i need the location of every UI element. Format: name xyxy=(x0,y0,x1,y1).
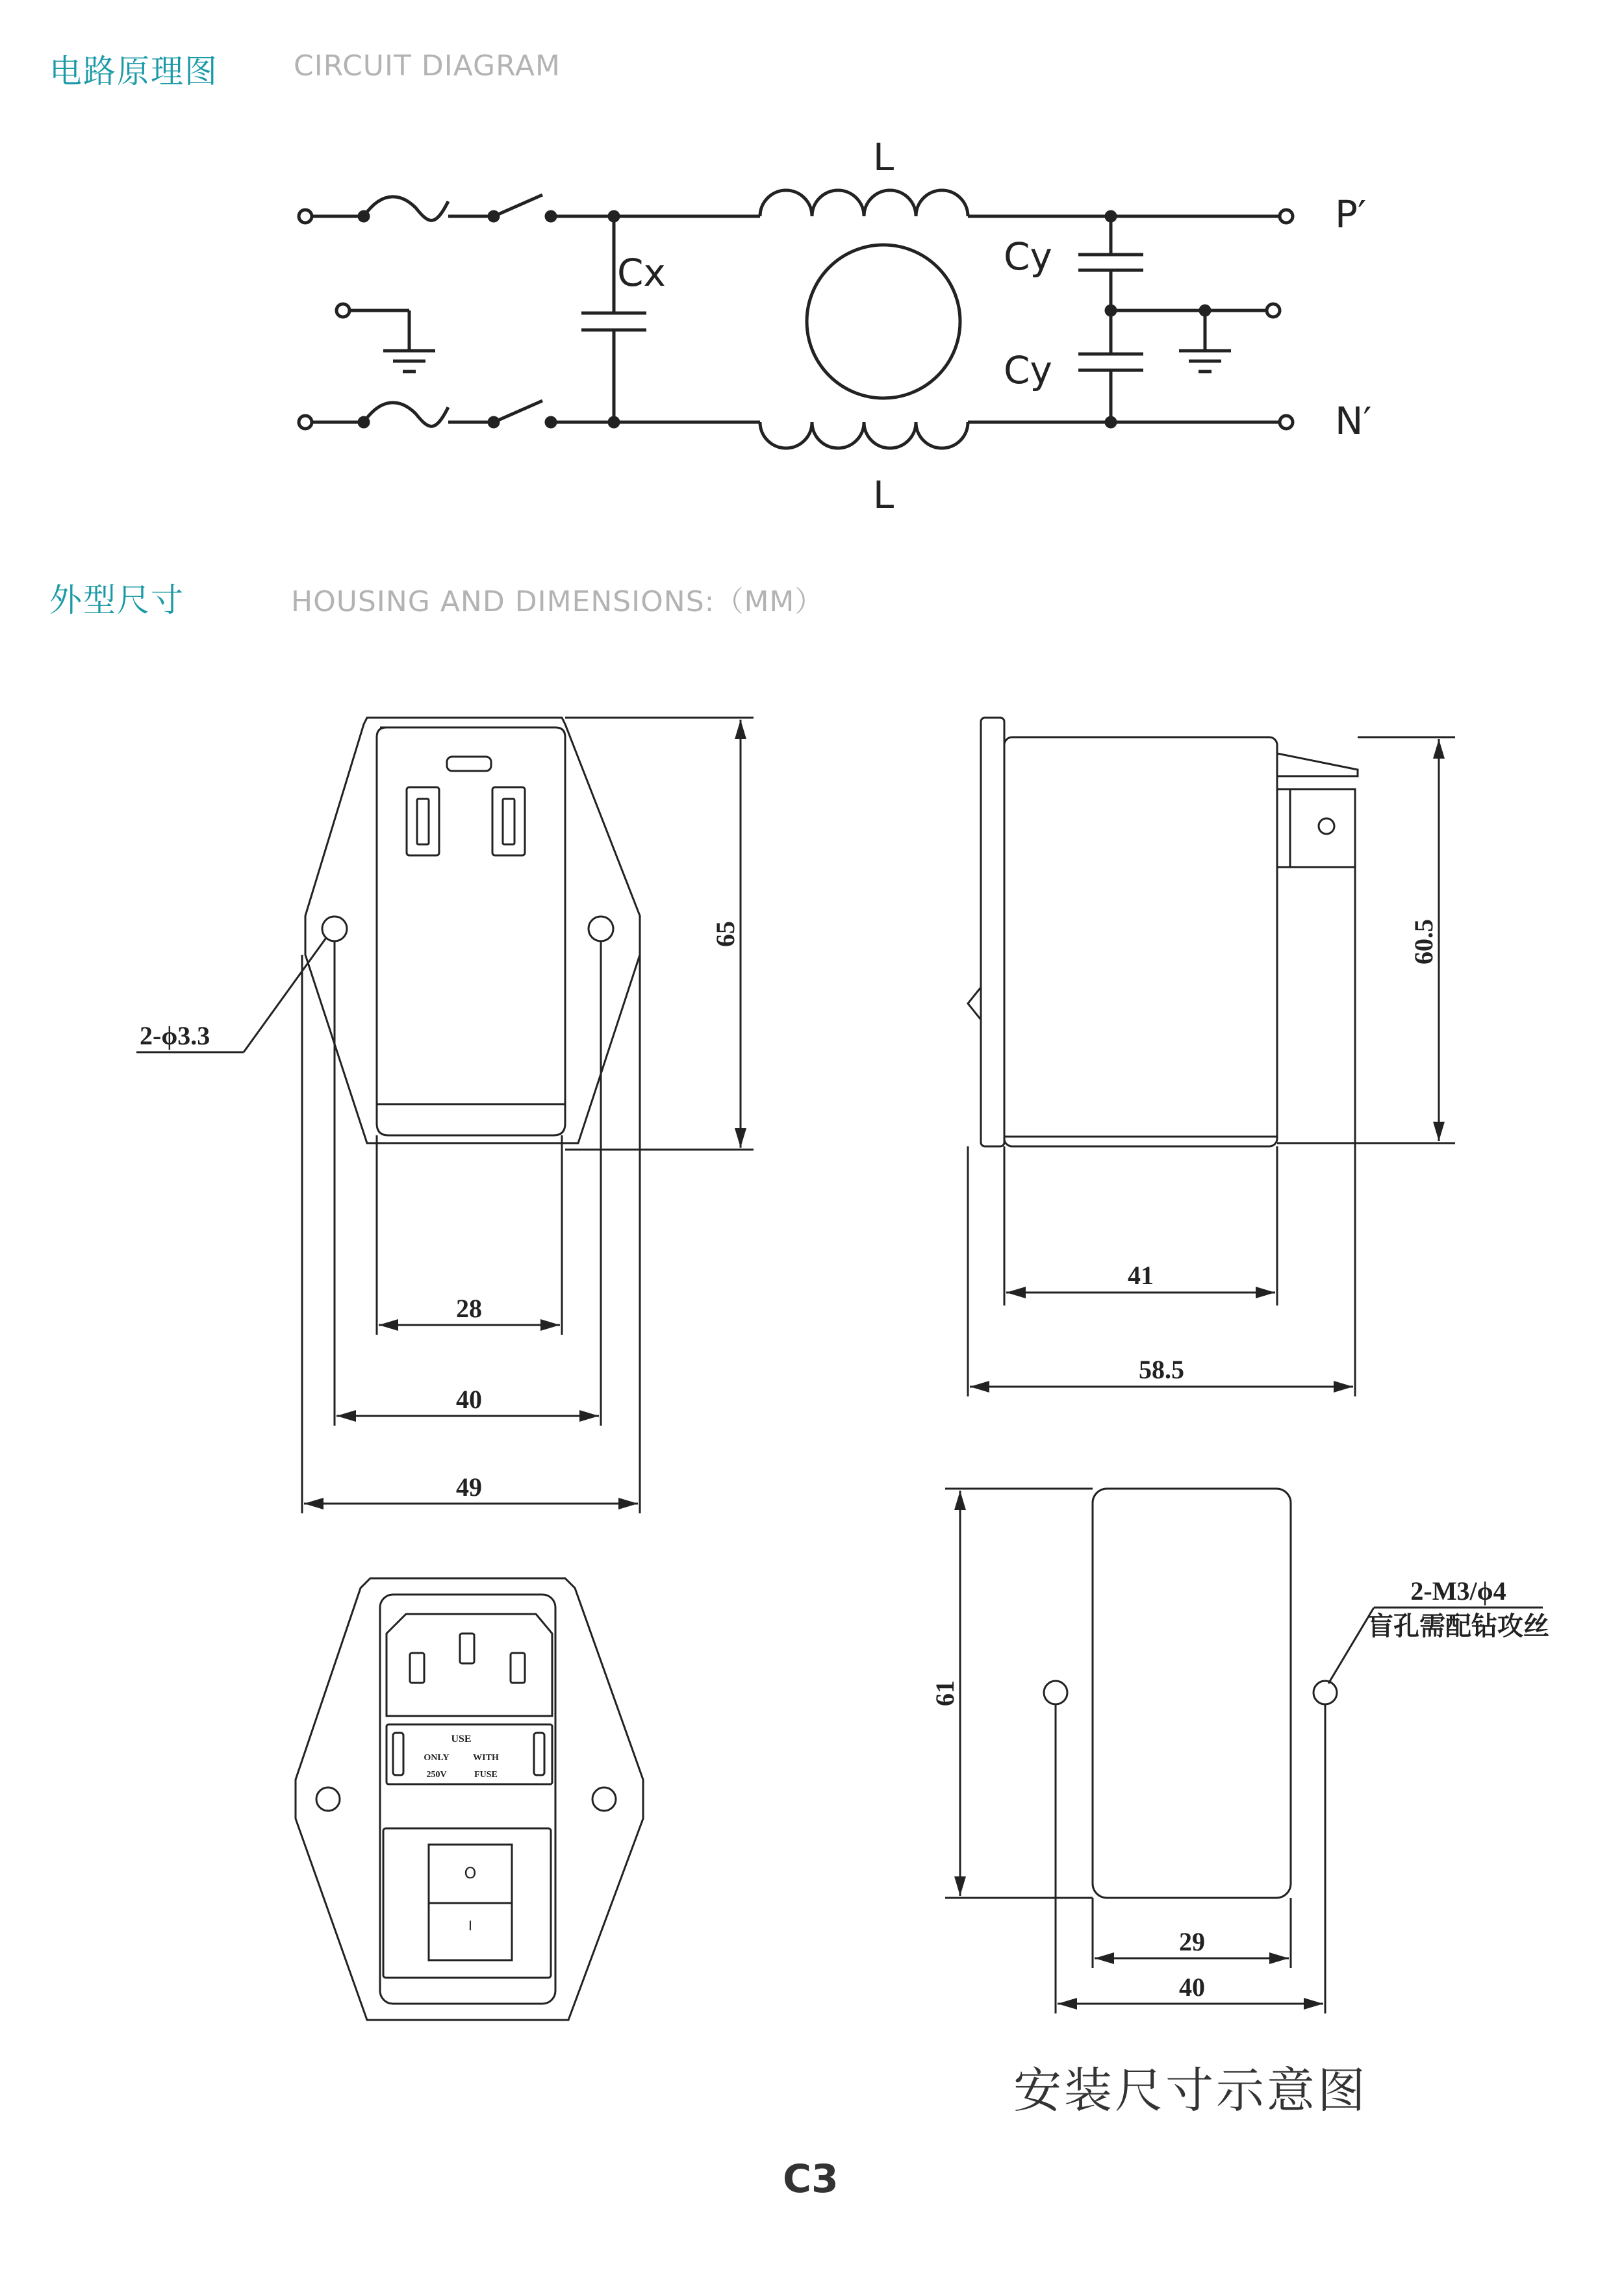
svg-text:250V: 250V xyxy=(426,1770,447,1780)
mount-callout-spec: 2-M3/ϕ4 xyxy=(1410,1576,1506,1606)
inductor-top-label: L xyxy=(872,135,894,179)
cx-label: Cx xyxy=(617,251,666,295)
mount-view xyxy=(945,1489,1543,2013)
front-width-40-dim: 40 xyxy=(456,1385,482,1414)
mount-view-labels xyxy=(930,1576,1549,2002)
circuit-section-subtitle: CIRCUIT DIAGRAM xyxy=(294,49,561,82)
output-n-label: N′ xyxy=(1335,399,1372,443)
side-depth-58-dim: 58.5 xyxy=(1139,1355,1184,1384)
inductor-top xyxy=(760,190,968,216)
inductor-bottom xyxy=(760,422,968,448)
front-view xyxy=(136,718,754,1513)
side-view-labels xyxy=(1128,919,1438,1384)
circuit-section-title: 电路原理图 xyxy=(49,53,218,90)
fuse-top xyxy=(364,197,448,221)
mount-width-29-dim: 29 xyxy=(1179,1927,1205,1956)
iec-socket xyxy=(387,1614,552,1716)
fuse-bottom xyxy=(364,403,448,427)
housing-section-title: 外型尺寸 xyxy=(49,581,184,619)
cy-top-label: Cy xyxy=(1004,234,1052,279)
mount-height-dim: 61 xyxy=(930,1680,959,1706)
front-view-labels xyxy=(140,921,740,1502)
housing-section-subtitle: HOUSING AND DIMENSIONS:（MM） xyxy=(291,585,824,618)
front-width-28-dim: 28 xyxy=(456,1294,482,1323)
front-height-dim: 65 xyxy=(711,921,740,947)
mount-width-40-dim: 40 xyxy=(1179,1973,1205,2002)
switch-off-mark: I xyxy=(468,1918,472,1934)
side-view xyxy=(968,718,1455,1396)
svg-text:FUSE: FUSE xyxy=(474,1770,498,1780)
side-height-dim: 60.5 xyxy=(1409,919,1438,965)
front-width-49-dim: 49 xyxy=(456,1472,482,1502)
svg-text:WITH: WITH xyxy=(473,1753,499,1763)
svg-text:USE: USE xyxy=(451,1734,472,1745)
switch-bottom xyxy=(494,401,542,422)
inductor-core xyxy=(807,245,960,398)
switch-top xyxy=(494,195,542,216)
svg-text:ONLY: ONLY xyxy=(424,1753,450,1763)
back-view xyxy=(296,1578,643,2020)
installation-note: 安装尺寸示意图 xyxy=(1013,2063,1368,2119)
circuit-labels xyxy=(617,135,1372,517)
switch-on-mark: O xyxy=(464,1864,477,1882)
inductor-bottom-label: L xyxy=(872,473,894,517)
side-depth-41-dim: 41 xyxy=(1128,1261,1154,1290)
cy-bottom-label: Cy xyxy=(1004,348,1052,392)
page-number: C3 xyxy=(783,2156,839,2202)
circuit-diagram xyxy=(299,190,1293,448)
hole-callout: 2-ϕ3.3 xyxy=(140,1021,210,1050)
output-p-label: P′ xyxy=(1335,192,1367,236)
mount-callout-note: 盲孔需配钻攻丝 xyxy=(1367,1611,1549,1641)
